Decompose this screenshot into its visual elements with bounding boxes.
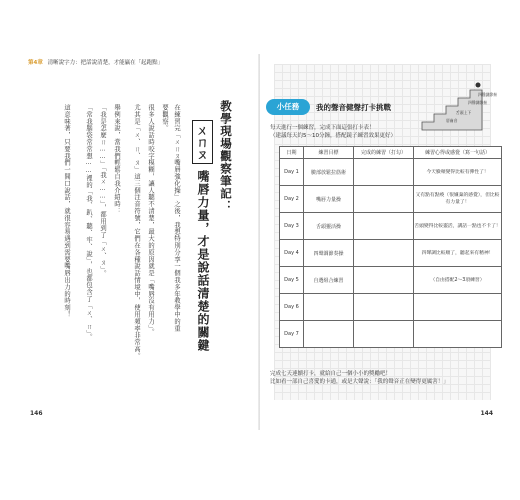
running-head-chapter: 第4章: [28, 60, 43, 66]
goal-cell[interactable]: [304, 321, 354, 348]
table-row: [280, 213, 502, 240]
daily-line2: （建議每天約5～10分鐘，搭配鏡子練習效果更好）: [270, 133, 396, 139]
body-column: 尤其是「ㄨ、ㄇ、ㄡ」這三個注音符號，它們在各種說話情境中，使用頻率非常高。: [133, 104, 140, 360]
checkbox-cell[interactable]: [354, 267, 414, 294]
stair-label: 四聲調節奏: [468, 100, 487, 105]
page-number: 144: [480, 410, 493, 417]
page-number: 146: [30, 410, 43, 417]
day-cell: Day 5: [280, 267, 304, 294]
checkbox-cell[interactable]: [354, 186, 414, 213]
header-done: 完成的練習（打勾）: [354, 147, 414, 159]
checkbox-cell[interactable]: [354, 294, 414, 321]
day-cell: Day 2: [280, 186, 304, 213]
task-title: 我的聲音健聲打卡挑戰: [316, 103, 391, 112]
checkbox-cell[interactable]: [354, 213, 414, 240]
daily-line1: 每天進行一個練習，完成下面這張打卡表！: [270, 125, 375, 131]
stairs-icon: [420, 78, 500, 133]
page-title-line1: 教學現場觀察筆記：: [219, 100, 233, 213]
note-cell: 四聲調比較順了，聽起來有精神！: [414, 240, 502, 267]
stair-label: 舌頭上下: [456, 110, 472, 115]
stair-label: 四聲調節奏: [478, 92, 497, 97]
note-cell[interactable]: [414, 294, 502, 321]
running-head: [28, 58, 163, 66]
footer-line1: 完成七天連續打卡，就給自己一個小小的獎勵吧！: [270, 371, 392, 377]
day-cell: Day 6: [280, 294, 304, 321]
body-column: 要觀察。: [161, 104, 168, 132]
daily-instructions: [270, 124, 396, 140]
goal-cell[interactable]: [304, 294, 354, 321]
table-row: [280, 321, 502, 348]
table-row: [280, 294, 502, 321]
checkbox-cell[interactable]: [354, 240, 414, 267]
goal-cell: 舌頭靈活操: [304, 213, 354, 240]
header-notes: 練習心得或感覺（寫一句話）: [414, 147, 502, 159]
table-row: [280, 267, 502, 294]
note-cell: 今天臉頰變得比較有彈性了！: [414, 159, 502, 186]
task-badge: 小任務: [266, 99, 310, 115]
goal-cell: 臉部放鬆拉筋術: [304, 159, 354, 186]
title-box-text: ㄨㄇㄡ: [192, 120, 213, 164]
body-column: 在練習完「ㄨㄇㄡ嘴唇強化操」之後，我想特別分享一個我多年教學中的重: [173, 104, 180, 332]
note-cell: 又有點有點痠（很嫌棄的感覺），但比較有力量了！: [414, 186, 502, 213]
day-cell: Day 3: [280, 213, 304, 240]
table-row: [280, 159, 502, 186]
footer-text: [270, 370, 449, 386]
body-column: 很多人說話時咬字模糊，讓人聽不清楚，最大的原因就是「嘴唇沒有用力」。: [147, 104, 154, 336]
table-header-row: [280, 147, 502, 159]
checkbox-cell[interactable]: [354, 321, 414, 348]
body-column: 舉例來說，當我們輕鬆自我介紹時：: [113, 104, 120, 215]
day-cell: Day 7: [280, 321, 304, 348]
checkin-table: [279, 146, 502, 348]
day-cell: Day 1: [280, 159, 304, 186]
goal-cell: 嘴唇力量操: [304, 186, 354, 213]
left-page: [20, 54, 260, 430]
goal-cell: 自選組合練習: [304, 267, 354, 294]
header-date: 日期: [280, 147, 304, 159]
body-column: 這意味著，只要我們一開口說話，就很容易遇到需要嘴唇出力的時刻！: [63, 104, 70, 318]
note-cell: 舌頭變得比較靈活，講話一點也不卡了！: [414, 213, 502, 240]
table-row: [280, 186, 502, 213]
table-row: [280, 240, 502, 267]
title-box: [192, 120, 213, 168]
header-goal: 練習目標: [304, 147, 354, 159]
note-cell: （自由搭配2～3項練習）: [414, 267, 502, 294]
page-title-line2: 嘴唇力量，才是說話清楚的關鍵: [196, 170, 210, 352]
stairs-illustration: [420, 78, 500, 133]
day-cell: Day 4: [280, 240, 304, 267]
body-column: 「常我腦袋常常想……裡的「我、趴、聽、牢、說」，也都包含了「ㄨ、ㄇ」。: [85, 104, 92, 341]
goal-cell: 四聲調節奏操: [304, 240, 354, 267]
footer-line2: 比如看一部自己喜愛的卡通，或是大聲說：「我的聲音正在變得更厲害！」: [270, 379, 449, 385]
note-cell[interactable]: [414, 321, 502, 348]
checkbox-cell[interactable]: [354, 159, 414, 186]
stair-label: 唇齒音: [446, 118, 458, 123]
body-column: 「我是怎麼ㄇ……」「我ㄨ……」，都用到了「ㄨ、ㄡ」。: [99, 104, 106, 277]
running-head-text: 清晰說字力：把話說清楚，才能贏在「起跑點」: [47, 60, 164, 66]
